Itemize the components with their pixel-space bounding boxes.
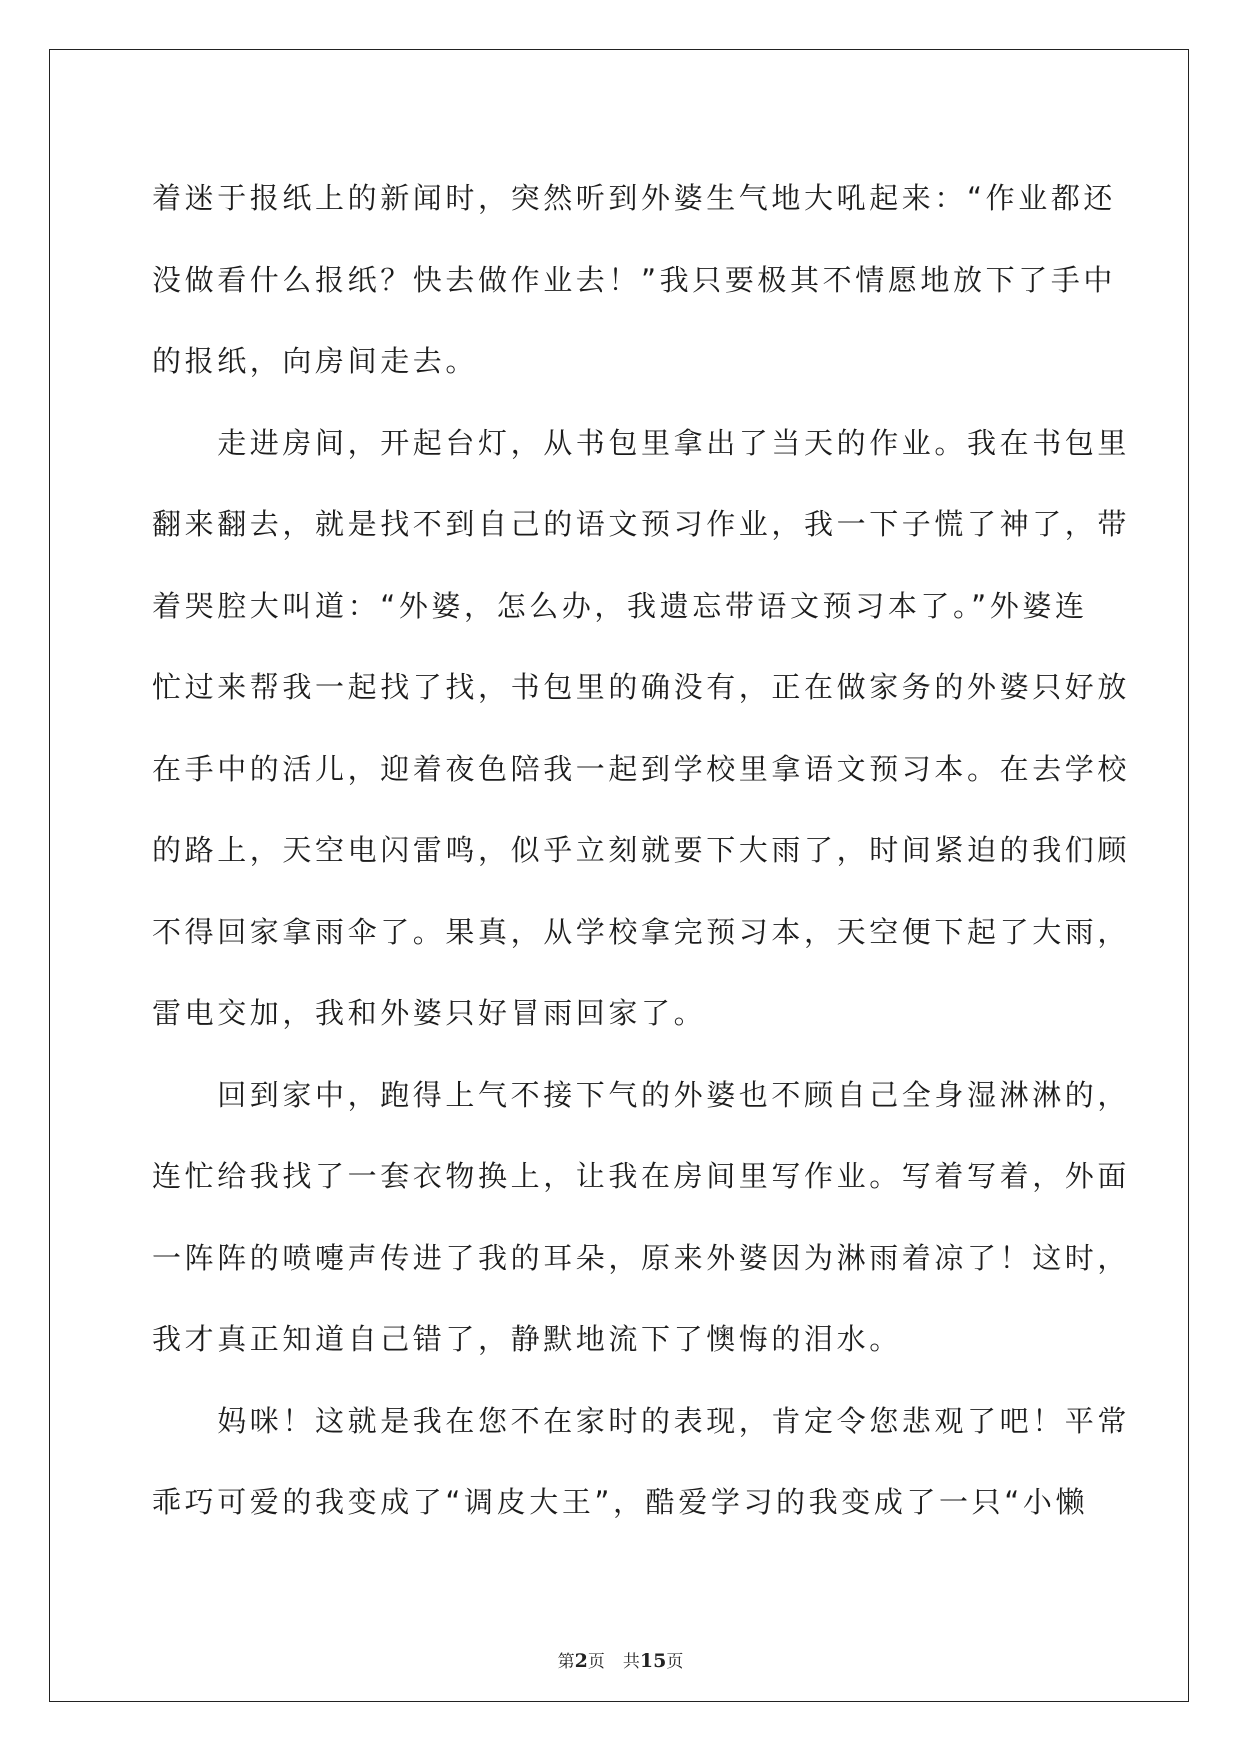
page-footer <box>0 1647 1241 1672</box>
document-body <box>152 158 1131 1544</box>
text-line: 不得回家拿雨伞了。果真，从学校拿完预习本，天空便下起了大雨， <box>152 914 1131 949</box>
total-suffix: 页 <box>666 1652 684 1672</box>
total-pages: 15 <box>639 1650 667 1672</box>
text-line: 在手中的活儿，迎着夜色陪我一起到学校里拿语文预习本。在去学校 <box>152 751 1131 786</box>
text-line: 走进房间，开起台灯，从书包里拿出了当天的作业。我在书包里 <box>152 425 1131 460</box>
text-line: 没做看什么报纸？快去做作业去！”我只要极其不情愿地放下了手中 <box>152 262 1117 297</box>
text-line: 一阵阵的喷嚏声传进了我的耳朵，原来外婆因为淋雨着凉了！这时， <box>152 1240 1131 1275</box>
text-line: 乖巧可爱的我变成了“调皮大王”，酷爱学习的我变成了一只“小懒 <box>152 1485 1089 1519</box>
text-line: 妈咪！这就是我在您不在家时的表现，肯定令您悲观了吧！平常 <box>152 1403 1131 1438</box>
page-number: 2 <box>574 1650 588 1672</box>
text-line: 着迷于报纸上的新闻时，突然听到外婆生气地大吼起来：“作业都还 <box>152 181 1117 215</box>
text-line: 回到家中，跑得上气不接下气的外婆也不顾自己全身湿淋淋的， <box>152 1077 1131 1112</box>
text-line: 忙过来帮我一起找了找，书包里的确没有，正在做家务的外婆只好放 <box>152 670 1131 704</box>
text-line: 的报纸，向房间走去。 <box>152 344 479 378</box>
page-suffix: 页 <box>587 1652 605 1672</box>
total-prefix: 共 <box>622 1652 640 1672</box>
text-line: 连忙给我找了一套衣物换上，让我在房间里写作业。写着写着，外面 <box>152 1159 1131 1193</box>
text-line: 翻来翻去，就是找不到自己的语文预习作业，我一下子慌了神了，带 <box>152 507 1131 541</box>
page-prefix: 第 <box>557 1652 575 1672</box>
text-line: 的路上，天空电闪雷鸣，似乎立刻就要下大雨了，时间紧迫的我们顾 <box>152 833 1131 867</box>
text-line: 着哭腔大叫道：“外婆，怎么办，我遗忘带语文预习本了。”外婆连 <box>152 588 1088 623</box>
text-line: 我才真正知道自己错了，静默地流下了懊悔的泪水。 <box>152 1322 902 1356</box>
text-line: 雷电交加，我和外婆只好冒雨回家了。 <box>152 996 707 1030</box>
